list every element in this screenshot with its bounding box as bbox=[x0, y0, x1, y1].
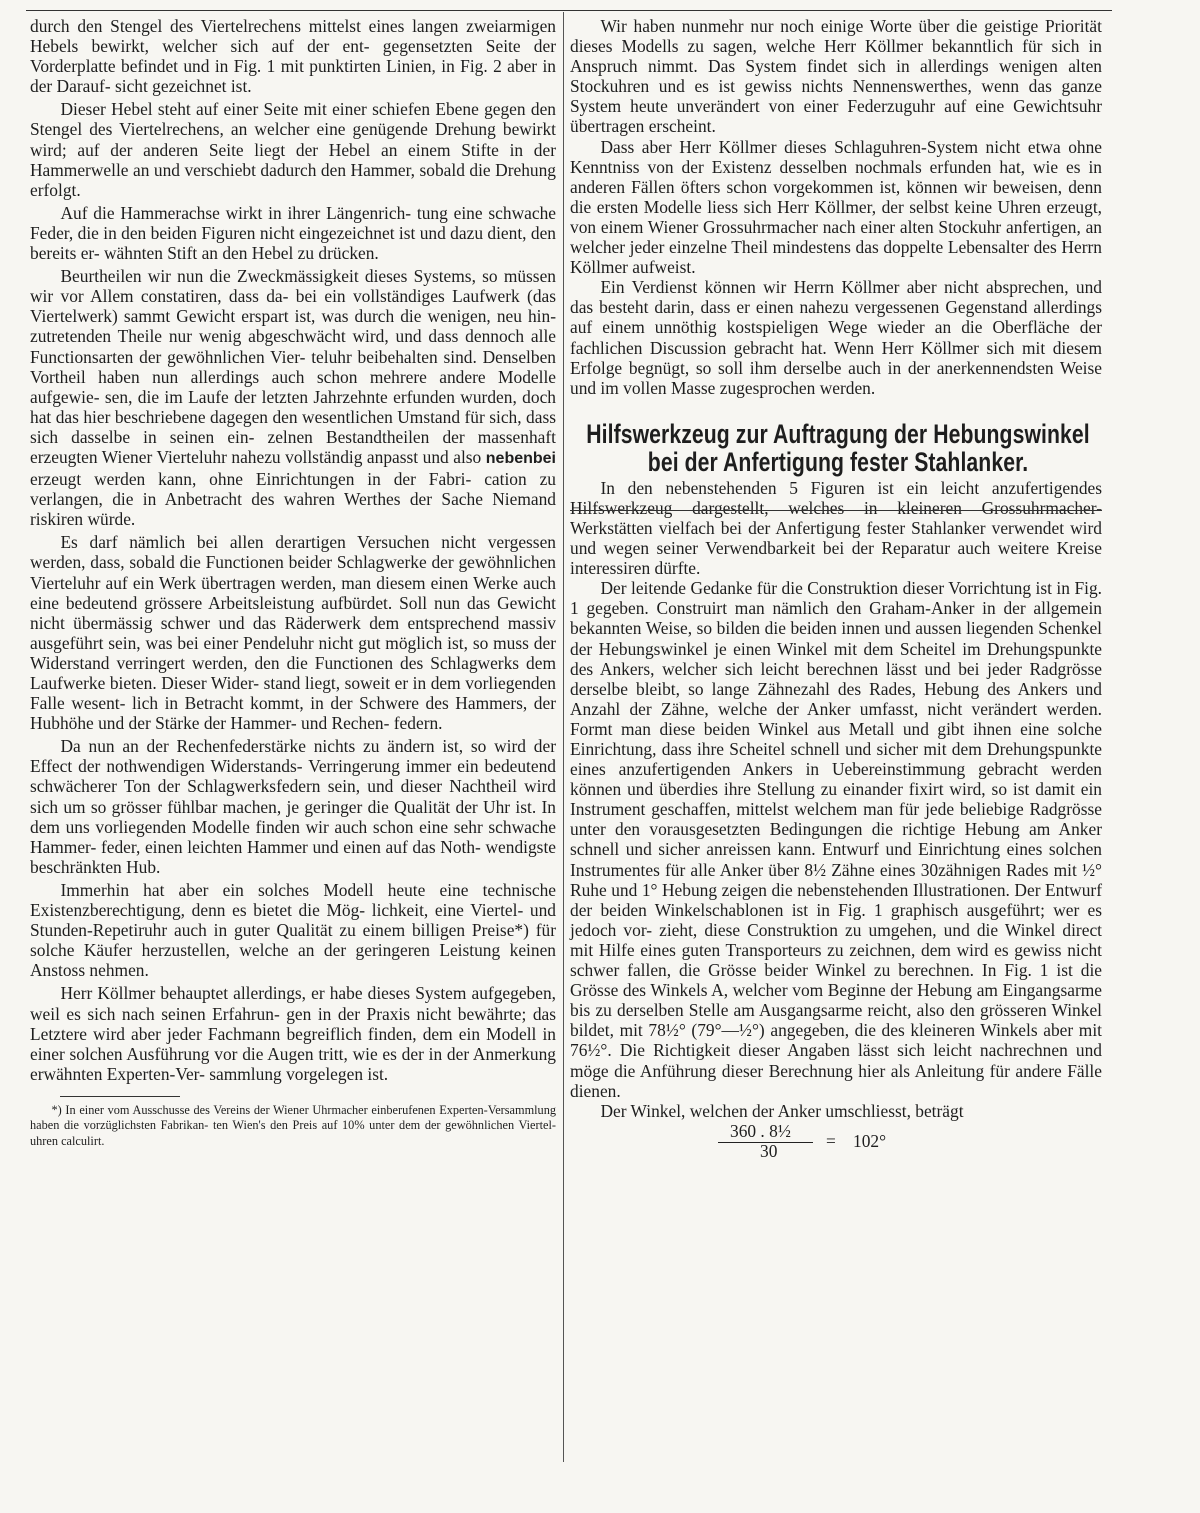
right-paragraph-2: Dass aber Herr Köllmer dieses Schlaguhren-System nicht etwa ohne Kenntniss von der Existenz desselben nochmals erfunden hat, wie es in anderen Fällen öfters schon vorgekommen ist, können wir beweisen, denn die ersten Modelle liess sich Herr Köllmer, der selbst keine Uhren erzeugt, von einem Wiener Grossuhrmacher nach einer alten Stockuhr anfertigen, an welcher jeder einzelne Theil mindestens das doppelte Lebensalter des Herrn Köllmer aufweist. bbox=[570, 136, 1102, 278]
left-paragraph-5: Es darf nämlich bei allen derartigen Versuchen nicht vergessen werden, dass, sobald die Functionen beider Schlagwerke der gewöhnlichen Vierteluhr auf ein Werk übertragen werden, man diesem einen Werke auch eine bedeutend grössere Arbeitsleistung aufbürdet. Soll nun das Gewicht nicht übermässig schwer und das Räderwerk dem entsprechend massiv ausgeführt sein, was bei einer Pendeluhr nicht gut möglich ist, so muss der Widerstand verringert werden, den die Functionen des Schlagwerks dem Laufwerke bieten. Dieser Wider- stand liegt, soweit er in dem vorliegenden Falle wesent- lich in Betracht kommt, in der Schwere des Hammers, der Hubhöhe und der Stärke der Hammer- und Rechen- federn. bbox=[30, 532, 556, 734]
footnote: *) In einer vom Ausschusse des Vereins der Wiener Uhrmacher einberufenen Experten-Versammlung haben die vorzüglichsten Fabrikan- ten Wien's den Preis auf 10% unter dem der gewöhnlichen Viertel- uhren calculirt. bbox=[30, 1102, 556, 1149]
left-paragraph-4-tail: erzeugt werden kann, ohne Einrichtungen in der Fabri- cation zu verlangen, die in Anbetracht des wahren Werthes der Sache Niemand riskiren würde. bbox=[30, 469, 556, 530]
column-divider bbox=[563, 12, 564, 1462]
left-paragraph-4-text: Beurtheilen wir nun die Zweckmässigkeit dieses Systems, so müssen wir vor Allem constatiren, dass da- bei ein vollständiges Laufwerk (das Viertelwerk) sammt Gewicht erspart ist, was durch die wenigen, neu hin- zutretenden Theile nur wenig abgeschwächt wird, und dass dennoch alle Functionsarten der gewöhnlichen Vier- teluhr beibehalten sind. Denselben Vortheil haben nun allerdings auch schon mehrere andere Modelle aufgewie- sen, die im Laufe der letzten Jahrzehnte erfunden wurden, doch hat das hier beschriebene dagegen den wesentlichen Umstand für sich, dass sich dasselbe in seinen ein- zelnen Bestandtheilen der massenhaft erzeugten Wiener Vierteluhr nahezu vollständig anpasst und also bbox=[30, 266, 556, 467]
left-paragraph-1: durch den Stengel des Viertelrechens mittelst eines langen zweiarmigen Hebels bewirkt, welcher sich auf der ent- gegensetzten Seite der Vorderplatte befindet und in Fig. 1 mit punktirten Linien, in Fig. 2 aber in der Darauf- sicht gezeichnet ist. bbox=[30, 16, 556, 97]
right-paragraph-4: In den nebenstehenden 5 Figuren ist ein leicht anzufertigendes Hilfswerkzeug dargestellt, welches in kleineren Grossuhrmacher-Werkstätten vielfach bei der Anfertigung fester Stahlanker verwendet wird und wegen seiner Verwendbarkeit bei der Reparatur auch weitere Kreise interessiren dürfte. bbox=[570, 477, 1102, 579]
formula-numerator: 360 . 8½ bbox=[730, 1120, 791, 1141]
formula-equals: = bbox=[826, 1130, 836, 1151]
left-paragraph-8: Herr Köllmer behauptet allerdings, er habe dieses System aufgegeben, weil es sich nach seinen Erfahrun- gen in der Praxis nicht bewährte; das Letztere wird aber jeder Fachmann begreiflich finden, dem ein Modell in einer solchen Ausführung vor die Augen tritt, wie es der in der Anmerkung erwähnten Experten-Ver- sammlung vorgelegen ist. bbox=[30, 983, 556, 1084]
left-paragraph-6: Da nun an der Rechenfederstärke nichts zu ändern ist, so wird der Effect der nothwendigen Widerstands- Verringerung immer ein bedeutend schwächerer Ton der Schlagwerksfedern sein, und dieser Nachtheil wird sich um so grösser fühlbar machen, je geringer die Qualität der Uhr ist. In dem uns vorliegenden Modelle finden wir auch schon eine sehr schwache Hammer- feder, einen leichten Hammer und einen auf das Noth- wendigste beschränkten Hub. bbox=[30, 736, 556, 877]
footnote-rule bbox=[60, 1096, 180, 1097]
top-rule bbox=[26, 10, 1112, 11]
formula-denominator: 30 bbox=[760, 1140, 778, 1161]
heading-rule bbox=[570, 510, 1102, 511]
right-paragraph-3: Ein Verdienst können wir Herrn Köllmer aber nicht absprechen, und das besteht darin, dass er einen nahezu vergessenen Gegenstand allerdings auf einem unnöthig kostspieligen Wege wieder an die Oberfläche der fachlichen Discussion gebracht hat. Wenn Herr Köllmer sich mit diesem Erfolge begnügt, so soll ihm derselbe auch in der anerkennendsten Weise und im vollen Masse zugesprochen werden. bbox=[570, 277, 1102, 398]
left-paragraph-2: Dieser Hebel steht auf einer Seite mit einer schiefen Ebene gegen den Stengel des Viertelrechens, an welcher eine genügende Drehung bewirkt wird; auf der anderen Seite liegt der Hebel an einem Stifte in der Hammerwelle an und verschiebt dadurch den Hammer, sobald die Drehung erfolgt. bbox=[30, 99, 556, 200]
left-column bbox=[30, 16, 556, 1150]
left-paragraph-3: Auf die Hammerachse wirkt in ihrer Längenrich- tung eine schwache Feder, die in den beiden Figuren nicht eingezeichnet ist und dazu dient, den bereits er- wähnten Stift an den Hebel zu drücken. bbox=[30, 202, 556, 264]
left-paragraph-7: Immerhin hat aber ein solches Modell heute eine technische Existenzberechtigung, denn es bietet die Mög- lichkeit, eine Viertel- und Stunden-Repetiruhr auch in guter Qualität zu einem billigen Preise*) für solche Käufer herzustellen, welche an der geringeren Leistung keinen Anstoss nehmen. bbox=[30, 879, 556, 981]
heading-line-1: Hilfswerkzeug zur Auftragung der Hebungswinkel bbox=[586, 418, 1090, 449]
bold-word: nebenbei bbox=[485, 449, 556, 467]
right-paragraph-5: Der leitende Gedanke für die Construktion dieser Vorrichtung ist in Fig. 1 gegeben. Construirt man nämlich den Graham-Anker in der allgemein bekannten Weise, so bilden die beiden innen und aussen liegenden Schenkel der Hebungswinkel je einen Winkel mit dem Scheitel im Drehungspunkte des Ankers, welcher sich leicht berechnen lässt und bei jeder Radgrösse derselbe bleibt, so lange Zähnezahl des Rades, Hebung des Ankers und Anzahl der Zähne, welche der Anker umfasst, nicht verändert werden. Formt man diese beiden Winkel aus Metall und gibt ihnen eine solche Einrichtung, dass ihre Scheitel schnell und sicher mit dem Drehungspunkte eines anzufertigenden Ankers in Uebereinstimmung gebracht werden können und überdies ihre Stellung zu einander fixirt wird, so ist damit ein Instrument geschaffen, mittelst welchem man für jede beliebige Radgrösse unter den vorausgesetzten Bedingungen die richtige Hebung am Anker schnell und sicher anreissen kann. Entwurf und Einrichtung eines solchen Instrumentes für alle Anker über 8½ Zähne eines 30zähnigen Rades mit ½° Ruhe und 1° Hebung zeigen die nebenstehenden Illustrationen. Der Entwurf der beiden Winkelschablonen ist in Fig. 1 graphisch ausgeführt; wer es jedoch vor- zieht, diese Construktion zu umgehen, und die Winkel direct mit Hilfe eines guten Transporteurs zu zeichnen, dem wird es gewiss nicht schwer fallen, die Grösse beider Winkel zu berechnen. In Fig. 1 ist die Grösse des Winkels A, welcher vom Beginne der Hebung am Eingangsarme bis zu derselben Stelle am Ausgangsarme reicht, also den grösseren Winkel bildet, mit 78½° (79°—½°) angegeben, die des kleineren Winkels aber mit 76½°. Die Richtigkeit dieser Angaben lässt sich leicht nachrechnen und möge die Anführung dieser Berechnung hier als Anleitung für andere Fälle dienen. bbox=[570, 578, 1102, 1101]
right-paragraph-6: Der Winkel, welchen der Anker umschliesst, beträgt bbox=[600, 1100, 964, 1121]
left-paragraph-4 bbox=[30, 266, 556, 529]
right-column bbox=[570, 16, 1102, 1161]
right-paragraph-1: Wir haben nunmehr nur noch einige Worte über die geistige Priorität dieses Modells zu sagen, welche Herr Köllmer bekanntlich für sich in Anspruch nimmt. Das System findet sich in allerdings wenigen alten Stockuhren und es ist gewiss nichts Nennenswerthes, wenn das ganze System heute unverändert von einer Federzuguhr auf eine Gewichtsuhr übertragen erscheint. bbox=[570, 16, 1102, 137]
heading-line-2: bei der Anfertigung fester Stahlanker. bbox=[647, 446, 1029, 477]
article-heading bbox=[572, 420, 1104, 476]
article-heading-wrap bbox=[570, 420, 1102, 478]
formula-result: 102° bbox=[853, 1130, 887, 1151]
formula bbox=[570, 1121, 1102, 1161]
